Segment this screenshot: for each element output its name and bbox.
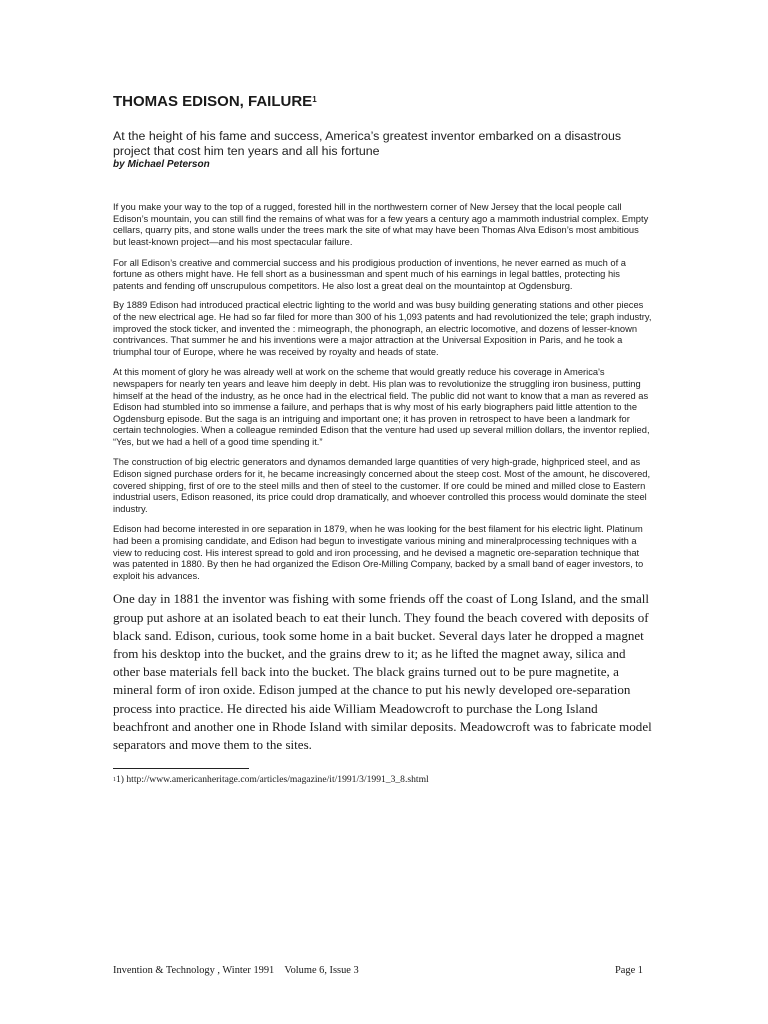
footer-source: Invention & Technology , Winter 1991 Volume 6, Issue 3 <box>113 965 359 976</box>
footnote-mark: 1 <box>113 777 116 784</box>
body-paragraph-3: By 1889 Edison had introduced practical electric lighting to the world and was busy building generating stations and other pieces of the new electrical age. He had so far filed for more than 300 of his 1,093 patents and had revolutionized the tele; graph industry, improved the stock ticker, and invented the : mimeograph, the phonograph, an electric locomotive, and dozens of lesser-known contrivances. That summer he and his inventions were a major attraction at the Universal Exposition in Paris, and he took a triumphal tour of Europe, where he was received by royalty and heads of state. <box>113 300 652 357</box>
body-paragraph-1: If you make your way to the top of a rugged, forested hill in the northwestern corner of New Jersey that the local people call Edison’s mountain, you can still find the remains of what was for a few years a century ago a mammoth industrial complex. Empty cellars, quarry pits, and stone walls under the trees mark the site of what may have been Thomas Alva Edison’s most ambitious but least-known project—and his most spectacular failure. <box>113 202 649 247</box>
body-paragraph-5: The construction of big electric generators and dynamos demanded large quantities of very high-grade, highpriced steel, and as Edison signed purchase orders for it, he became increasingly concerned about the steep cost. Most of the amount, he discovered, covered shipping, first of ore to the steel mills and then of steel to the customer. If ore could be mined and milled close to Eastern industrial users, Edison reasoned, its price could drop dramatically, and whoever controlled this process would dominate the steel industry. <box>113 457 651 514</box>
footnote-link[interactable]: 1) http://www.americanheritage.com/articles/magazine/it/1991/3/1991_3_8.shtml <box>116 774 429 786</box>
article-title-text: THOMAS EDISON, FAILURE <box>113 93 313 110</box>
footnote <box>113 774 653 786</box>
article-byline: by Michael Peterson <box>113 159 210 171</box>
body-paragraph-4: At this moment of glory he was already well at work on the scheme that would greatly reduce his coverage in America's newspapers for nearly ten years and leave him deeply in debt. His plan was to revolutionize the struggling iron business, putting himself at the head of the industry, as he once had in the electrical field. The public did not want to know that a man as revered as Edison had stumbled into so immense a failure, and perhaps that is why most of his early biographers paid little attention to the Ogdensburg episode. But the saga is an intriguing and important one; it has proven in retrospect to have been a landmark for certain technologies. When a colleague reminded Edison that the venture had used up several million dollars, the inventor replied, “Yes, but we had a hell of a good time spending it.” <box>113 367 650 447</box>
body-paragraph-6: Edison had become interested in ore separation in 1879, when he was looking for the best filament for his electric light. Platinum had been a promising candidate, and Edison had begun to investigate various mining and mineralprocessing techniques with a view to reducing cost. His interest spread to gold and iron processing, and he devised a magnetic ore-separation technique that was patented in 1880. By then he had organized the Edison Ore-Milling Company, backed by a small band of eager investors, to exploit his advances. <box>113 524 644 581</box>
article-title <box>113 93 653 111</box>
footnote-divider <box>113 768 249 769</box>
title-footnote-mark: 1 <box>312 95 317 104</box>
footer-page-number: Page 1 <box>615 965 643 976</box>
article-subtitle: At the height of his fame and success, America’s greatest inventor embarked on a disastrous project that cost him ten years and all his fortune <box>113 129 622 158</box>
body-paragraph-serif: One day in 1881 the inventor was fishing with some friends off the coast of Long Island, and the small group put ashore at an isolated beach to eat their lunch. They found the beach covered with deposits of black sand. Edison, curious, took some home in a bait bucket. Several days later he dropped a magnet from his desktop into the bucket, and the grains drew to it; as he lifted the magnet away, silica and other base materials fell back into the bucket. The black grains turned out to be pure magnetite, a mineral form of iron oxide. Edison jumped at the chance to put his newly developed ore-separation process into practice. He directed his aide William Meadowcroft to purchase the Long Island beachfront and another one in Rhode Island with similar deposits. Meadowcroft was to fabricate model separators and move them to the sites. <box>113 591 652 753</box>
body-paragraph-2: For all Edison’s creative and commercial success and his prodigious production of inventions, he never earned as much of a fortune as others might have. He fell short as a businessman and spent much of his earnings in legal battles, protecting his patents and fending off unscrupulous competitors. He also lost a great deal on the mountaintop at Ogdensburg. <box>113 257 626 291</box>
document-page <box>113 93 653 786</box>
